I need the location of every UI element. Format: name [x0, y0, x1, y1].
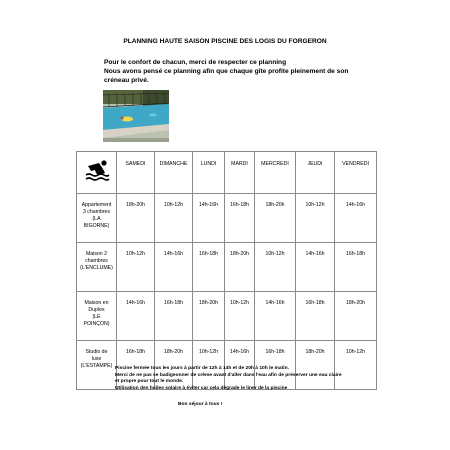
time-slot: 18h-20h [225, 243, 255, 292]
time-slot: 18h-20h [255, 194, 296, 243]
time-slot: 18h-20h [193, 292, 225, 341]
gite-name-line: (LE [92, 314, 101, 320]
gite-name [77, 243, 117, 292]
time-slot: 16h-18h [335, 243, 377, 292]
time-slot: 18h-20h [296, 341, 335, 390]
intro-line: créneau privé. [104, 77, 149, 84]
time-slot: 10h-12h [335, 341, 377, 390]
gite-name-line: (LA [92, 216, 101, 222]
time-slot: 16h-18h [155, 292, 193, 341]
pool-photo [103, 90, 169, 142]
time-slot: 18h-20h [117, 194, 155, 243]
gite-name [77, 341, 117, 390]
gite-name-line: Maison 2 [85, 251, 108, 257]
time-slot: 14h-16h [225, 341, 255, 390]
rule-line: et propre pour tout le monde. [115, 379, 184, 385]
gite-name-line: POINÇON) [83, 321, 110, 327]
table-row [77, 292, 377, 341]
time-slot: 14h-16h [255, 292, 296, 341]
time-slot: 14h-16h [117, 292, 155, 341]
day-header-samedi: SAMEDI [117, 152, 155, 194]
gite-name-line: chambres [85, 258, 108, 264]
swimmer-icon [77, 152, 117, 194]
gite-name-line: BIGORNE) [83, 223, 110, 229]
time-slot: 16h-18h [117, 341, 155, 390]
day-header-mercredi: MERCREDI [255, 152, 296, 194]
pool-rules [115, 366, 342, 392]
day-header-dimanche: DIMANCHE [155, 152, 193, 194]
time-slot: 10h-12h [296, 194, 335, 243]
rule-line: Merci de ne pas se badigeonner de crème avant d'aller dans l'eau afin de préserver une eau claire [115, 372, 342, 378]
day-header-jeudi: JEUDI [296, 152, 335, 194]
header-row [77, 152, 377, 194]
gite-name-line: (L'ESTAMPE) [80, 363, 113, 369]
time-slot: 16h-18h [255, 341, 296, 390]
gite-name [77, 292, 117, 341]
time-slot: 14h-16h [296, 243, 335, 292]
time-slot: 10h-12h [117, 243, 155, 292]
time-slot: 14h-16h [193, 194, 225, 243]
time-slot: 18h-20h [155, 341, 193, 390]
day-header-mardi: MARDI [225, 152, 255, 194]
closing-message: Bon séjour à tous ! [178, 402, 223, 407]
time-slot: 16h-18h [193, 243, 225, 292]
gite-name-line: luxe [91, 356, 102, 362]
intro-line: Pour le confort de chacun, merci de respecter ce planning [104, 59, 287, 66]
time-slot: 16h-18h [296, 292, 335, 341]
gite-name-line: 3 chambres [82, 209, 111, 215]
intro-line: Nous avons pensé ce planning afin que chaque gîte profite pleinement de son [104, 68, 349, 75]
time-slot: 14h-16h [335, 194, 377, 243]
table-row [77, 243, 377, 292]
intro-text [104, 58, 348, 85]
day-header-lundi: LUNDI [193, 152, 225, 194]
time-slot: 10h-12h [225, 292, 255, 341]
gite-name-line: (L'ENCLUME) [80, 265, 113, 271]
time-slot: 10h-12h [155, 194, 193, 243]
time-slot: 18h-20h [335, 292, 377, 341]
rule-line: Piscine fermée tous les jours à partir de 12h à 14h et de 20h à 10h le matin. [115, 366, 289, 371]
document-title: PLANNING HAUTE SAISON PISCINE DES LOGIS DU FORGERON [123, 38, 327, 45]
gite-name-line: Maison en [84, 300, 109, 306]
time-slot: 14h-16h [155, 243, 193, 292]
rule-line: Utilisation des huiles solaire à éviter car cela dégrade le liner de la piscine [115, 385, 288, 391]
time-slot: 10h-12h [193, 341, 225, 390]
gite-name-line: Studio de [85, 349, 108, 355]
time-slot: 10h-12h [255, 243, 296, 292]
time-slot: 16h-18h [225, 194, 255, 243]
table-row [77, 194, 377, 243]
schedule-table [76, 151, 377, 390]
gite-name-line: Duplex [88, 307, 105, 313]
gite-name [77, 194, 117, 243]
gite-name-line: Appartement [81, 202, 112, 208]
day-header-vendredi: VENDREDI [335, 152, 377, 194]
